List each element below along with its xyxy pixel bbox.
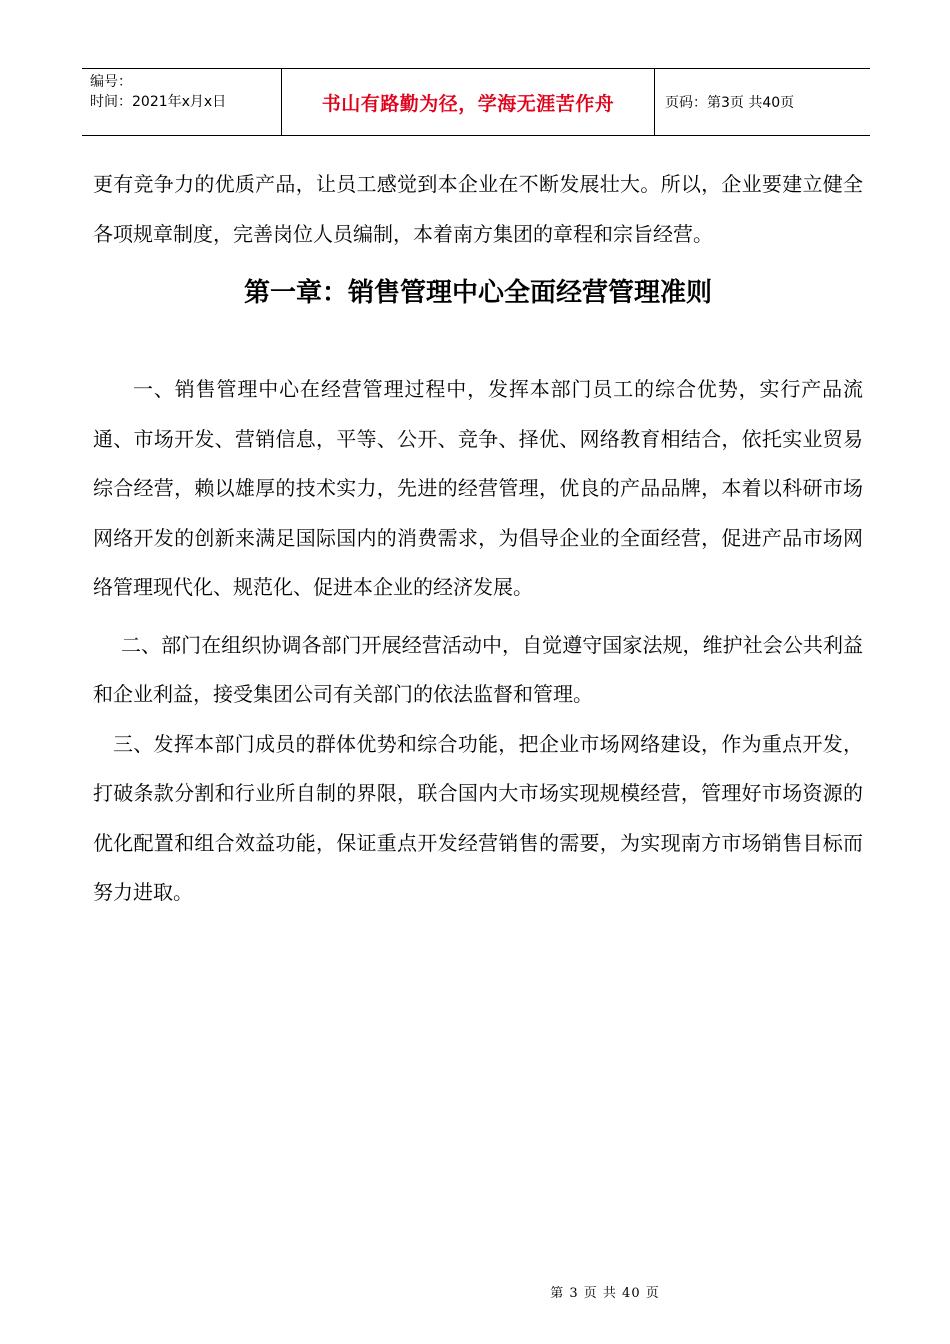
time-label: 时间：2021年x月x日 [90,94,227,110]
paragraph-3: 三、发挥本部门成员的群体优势和综合功能，把企业市场网络建设，作为重点开发，打破条款分割和行业所自制的界限，联合国内大市场实现规模经营，管理好市场资源的优化配置和组合效益功能，保证重点开发经营销售的需要，为实现南方市场销售目标而努力进取。 [93,731,863,904]
document-header [82,68,870,136]
serial-number-label: 编号： [90,74,132,90]
intro-paragraph: 更有竞争力的优质产品，让员工感觉到本企业在不断发展壮大。所以，企业要建立健全各项规章制度，完善岗位人员编制，本着南方集团的章程和宗旨经营。 [93,172,863,246]
header-motto: 书山有路勤为径，学海无涯苦作舟 [282,69,655,135]
paragraph-2: 二、部门在组织协调各部门开展经营活动中，自觉遵守国家法规，维护社会公共利益和企业利益，接受集团公司有关部门的依法监督和管理。 [93,632,863,706]
header-meta-cell [82,69,282,135]
chapter-title: 第一章：销售管理中心全面经营管理准则 [243,278,712,308]
page-number: 第 3 页 共 40 页 [550,1286,660,1301]
document-body [93,160,863,918]
page-footer [0,1282,950,1301]
paragraph-1: 一、销售管理中心在经营管理过程中，发挥本部门员工的综合优势，实行产品流通、市场开发、营销信息，平等、公开、竞争、择优、网络教育相结合，依托实业贸易综合经营，赖以雄厚的技术实力，先进的经营管理，优良的产品品牌，本着以科研市场网络开发的创新来满足国际国内的消费需求，为倡导企业的全面经营，促进产品市场网络管理现代化、规范化、促进本企业的经济发展。 [93,377,863,599]
header-page-info: 页码：第3页 共40页 [665,95,795,111]
